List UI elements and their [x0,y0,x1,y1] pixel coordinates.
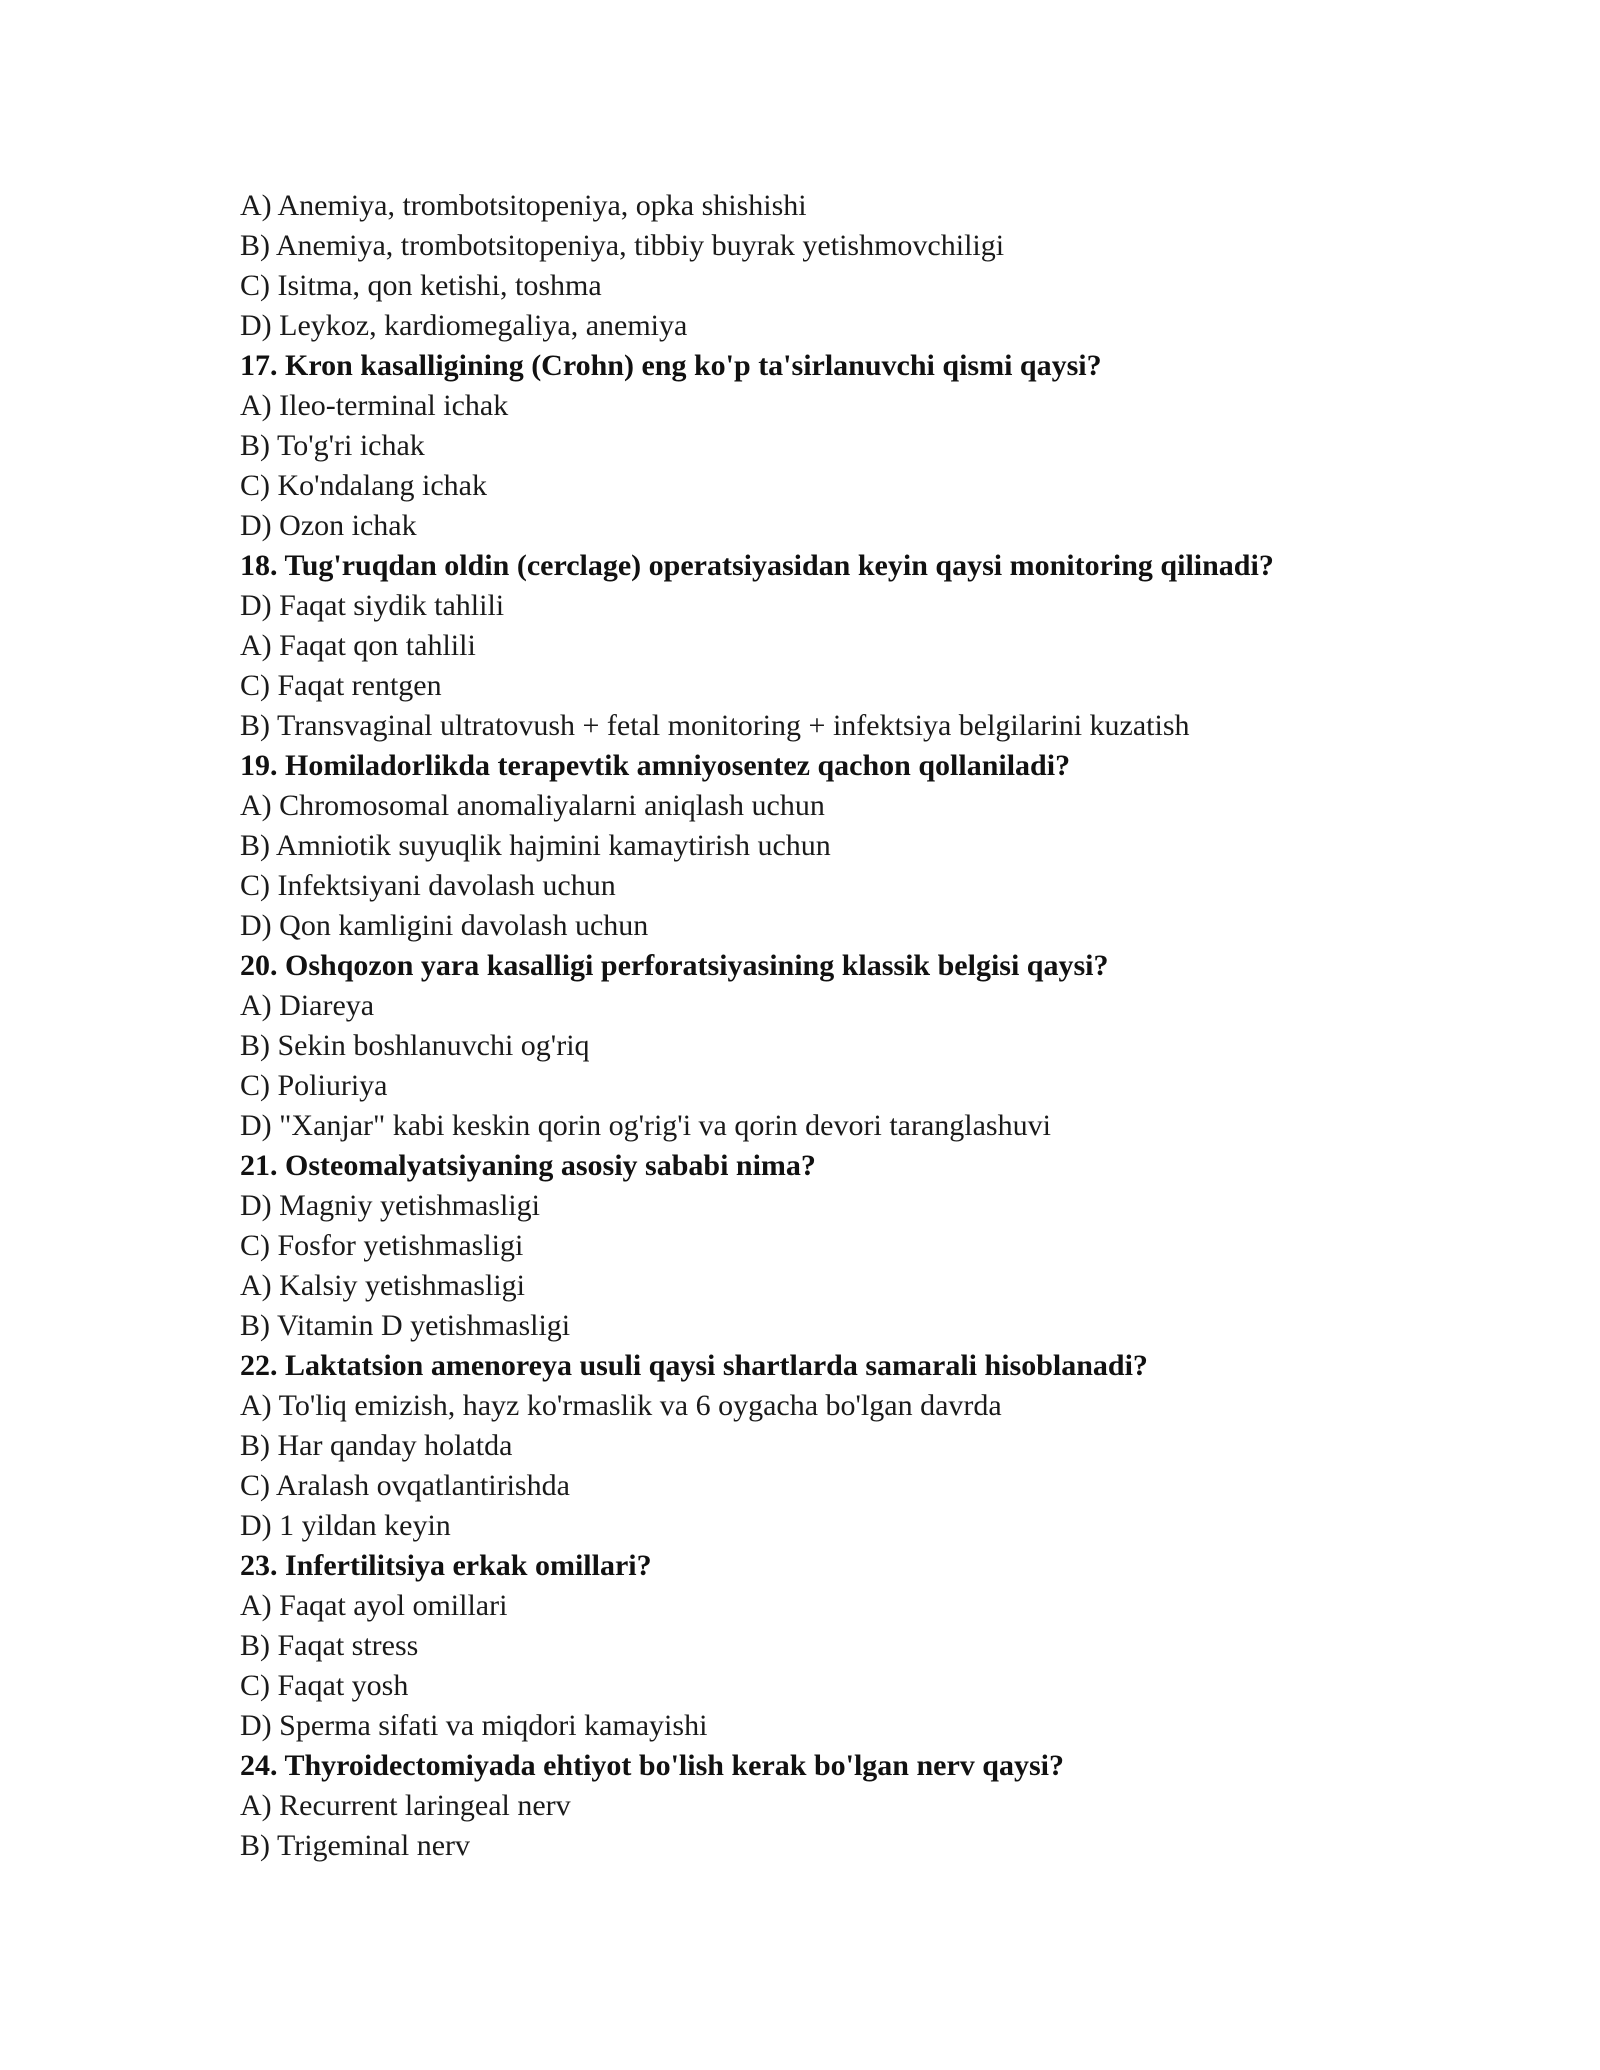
answer-option: B) Faqat stress [240,1629,419,1662]
answer-option: B) Trigeminal nerv [240,1829,470,1862]
answer-option: A) Faqat qon tahlili [240,629,476,662]
question-text: 19. Homiladorlikda terapevtik amniyosentez qachon qollaniladi? [240,749,1071,782]
answer-option: D) 1 yildan keyin [240,1509,451,1542]
answer-option: D) Ozon ichak [240,509,417,542]
answer-option: B) To'g'ri ichak [240,429,425,462]
answer-option: D) Qon kamligini davolash uchun [240,909,649,942]
answer-option: A) Faqat ayol omillari [240,1589,508,1622]
question-text: 17. Kron kasalligining (Crohn) eng ko'p ta'sirlanuvchi qismi qaysi? [240,349,1102,382]
answer-option: B) Vitamin D yetishmasligi [240,1309,571,1342]
answer-option: A) Chromosomal anomaliyalarni aniqlash uchun [240,789,825,822]
answer-option: D) Faqat siydik tahlili [240,589,505,622]
answer-option: C) Fosfor yetishmasligi [240,1229,524,1262]
question-text: 24. Thyroidectomiyada ehtiyot bo'lish kerak bo'lgan nerv qaysi? [240,1749,1064,1782]
answer-option: B) Sekin boshlanuvchi og'riq [240,1029,590,1062]
question-text: 21. Osteomalyatsiyaning asosiy sababi nima? [240,1149,816,1182]
answer-option: B) Transvaginal ultratovush + fetal monitoring + infektsiya belgilarini kuzatish [240,709,1190,742]
answer-option: D) Leykoz, kardiomegaliya, anemiya [240,309,688,342]
answer-option: D) Magniy yetishmasligi [240,1189,540,1222]
answer-option: C) Isitma, qon ketishi, toshma [240,269,602,302]
question-text: 18. Tug'ruqdan oldin (cerclage) operatsiyasidan keyin qaysi monitoring qilinadi? [240,549,1274,582]
question-text: 23. Infertilitsiya erkak omillari? [240,1549,652,1582]
question-text: 20. Oshqozon yara kasalligi perforatsiyasining klassik belgisi qaysi? [240,949,1109,982]
answer-option: D) "Xanjar" kabi keskin qorin og'rig'i va qorin devori taranglashuvi [240,1109,1051,1142]
answer-option: C) Infektsiyani davolash uchun [240,869,616,902]
answer-option: A) Diareya [240,989,375,1022]
answer-option: B) Har qanday holatda [240,1429,513,1462]
answer-option: A) To'liq emizish, hayz ko'rmaslik va 6 oygacha bo'lgan davrda [240,1389,1002,1422]
answer-option: C) Faqat yosh [240,1669,409,1702]
answer-option: C) Poliuriya [240,1069,388,1102]
answer-option: A) Kalsiy yetishmasligi [240,1269,525,1302]
answer-option: A) Anemiya, trombotsitopeniya, opka shishishi [240,189,807,222]
answer-option: A) Ileo-terminal ichak [240,389,509,422]
answer-option: C) Faqat rentgen [240,669,442,702]
question-text: 22. Laktatsion amenoreya usuli qaysi shartlarda samarali hisoblanadi? [240,1349,1148,1382]
answer-option: A) Recurrent laringeal nerv [240,1789,571,1822]
answer-option: B) Amniotik suyuqlik hajmini kamaytirish uchun [240,829,831,862]
answer-option: C) Ko'ndalang ichak [240,469,488,502]
answer-option: C) Aralash ovqatlantirishda [240,1469,570,1502]
answer-option: B) Anemiya, trombotsitopeniya, tibbiy buyrak yetishmovchiligi [240,229,1005,262]
question-list [240,186,1440,1866]
answer-option: D) Sperma sifati va miqdori kamayishi [240,1709,708,1742]
